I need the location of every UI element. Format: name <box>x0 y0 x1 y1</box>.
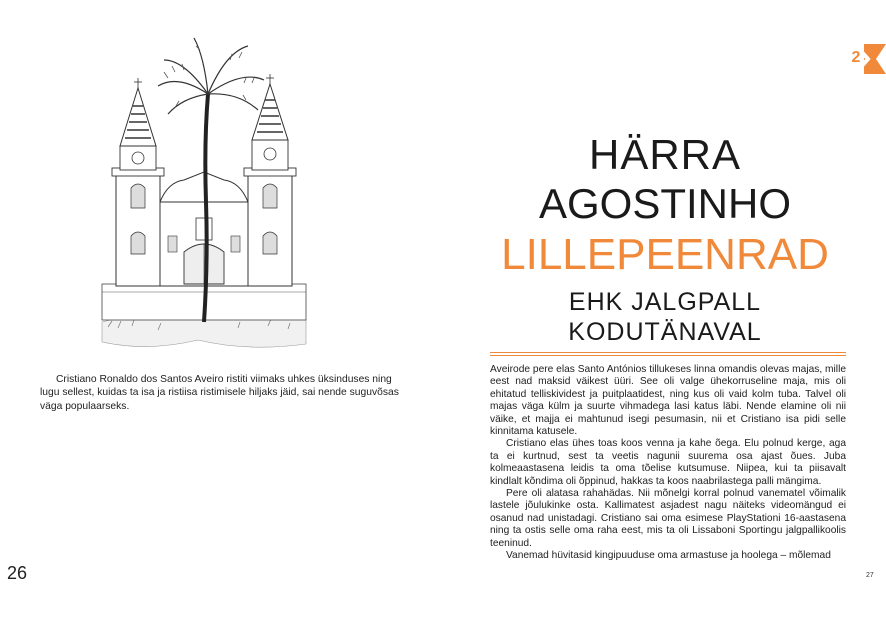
church-illustration <box>98 22 310 352</box>
page-number: 26 <box>7 563 28 583</box>
body-paragraph: Pere oli alatasa rahahädas. Nii mõnelgi korral polnud vanematel võimalik lastele jõulukinke osta. Kallimatest asjadest nagu näiteks videomängud ei osanud nad unistadagi. Cristiano sai oma esimese PlayStationi 16-aastasena ning ta ostis selle oma raha eest, mis ta oli Lissaboni Sportingu jalgpallikoolis teeninud. <box>490 488 846 549</box>
chapter-number: 2 <box>851 49 861 66</box>
title-divider <box>490 352 846 353</box>
chapter-title-line-2: AGOSTINHO <box>538 180 792 227</box>
chapter-title-line-1: HÄRRA <box>588 131 742 178</box>
chapter-subtitle-line-2: KODUTÄNAVAL <box>568 318 762 346</box>
chapter-subtitle-line-1: EHK JALGPALL <box>568 288 762 316</box>
chapter-title-line-3: LILLEPEENRAD <box>501 230 829 279</box>
body-paragraph: Aveirode pere elas Santo Antónios tillukeses linna omandis olevas majas, mille eest nad maksid väikest üüri. See oli valge ühekorruseline maja, mis oli ehitatud telliskividest ja puitplaatidest, ning kus oli vaid kolm tuba. Talvel oli majas väga külm ja suurte vihmadega lasi katus läbi. Nende elamine oli nii väike, et majja ei mahtunud isegi pesumasin, nii et Cristiano isa pidi selle kinnitama katusele. <box>490 364 846 438</box>
title-divider <box>490 355 846 356</box>
page-number: 27 <box>866 572 874 579</box>
body-paragraph: Vanemad hüvitasid kingipuuduse oma armastuse ja hoolega – mõlemad <box>506 550 831 562</box>
body-paragraph: Cristiano elas ühes toas koos venna ja kahe õega. Elu polnud kerge, aga ta ei kurtnud, sest ta veetis nagunii suurema osa ajast õues. Juba kolmeaastasena leidis ta oma tõelise kutsumuse. Niipea, kui ta piisavalt kindlalt kõndima oli õppinud, hakkas ta koos naabrilastega palli mängima. <box>490 438 846 487</box>
illustration-caption: Cristiano Ronaldo dos Santos Aveiro ristiti viimaks uhkes üksinduses ning lugu sellest, kuidas ta isa ja ristiisa ristimisele hiljaks jäid, sai nende suguvõsas väga populaarseks. <box>40 374 399 412</box>
chapter-body <box>490 364 846 563</box>
